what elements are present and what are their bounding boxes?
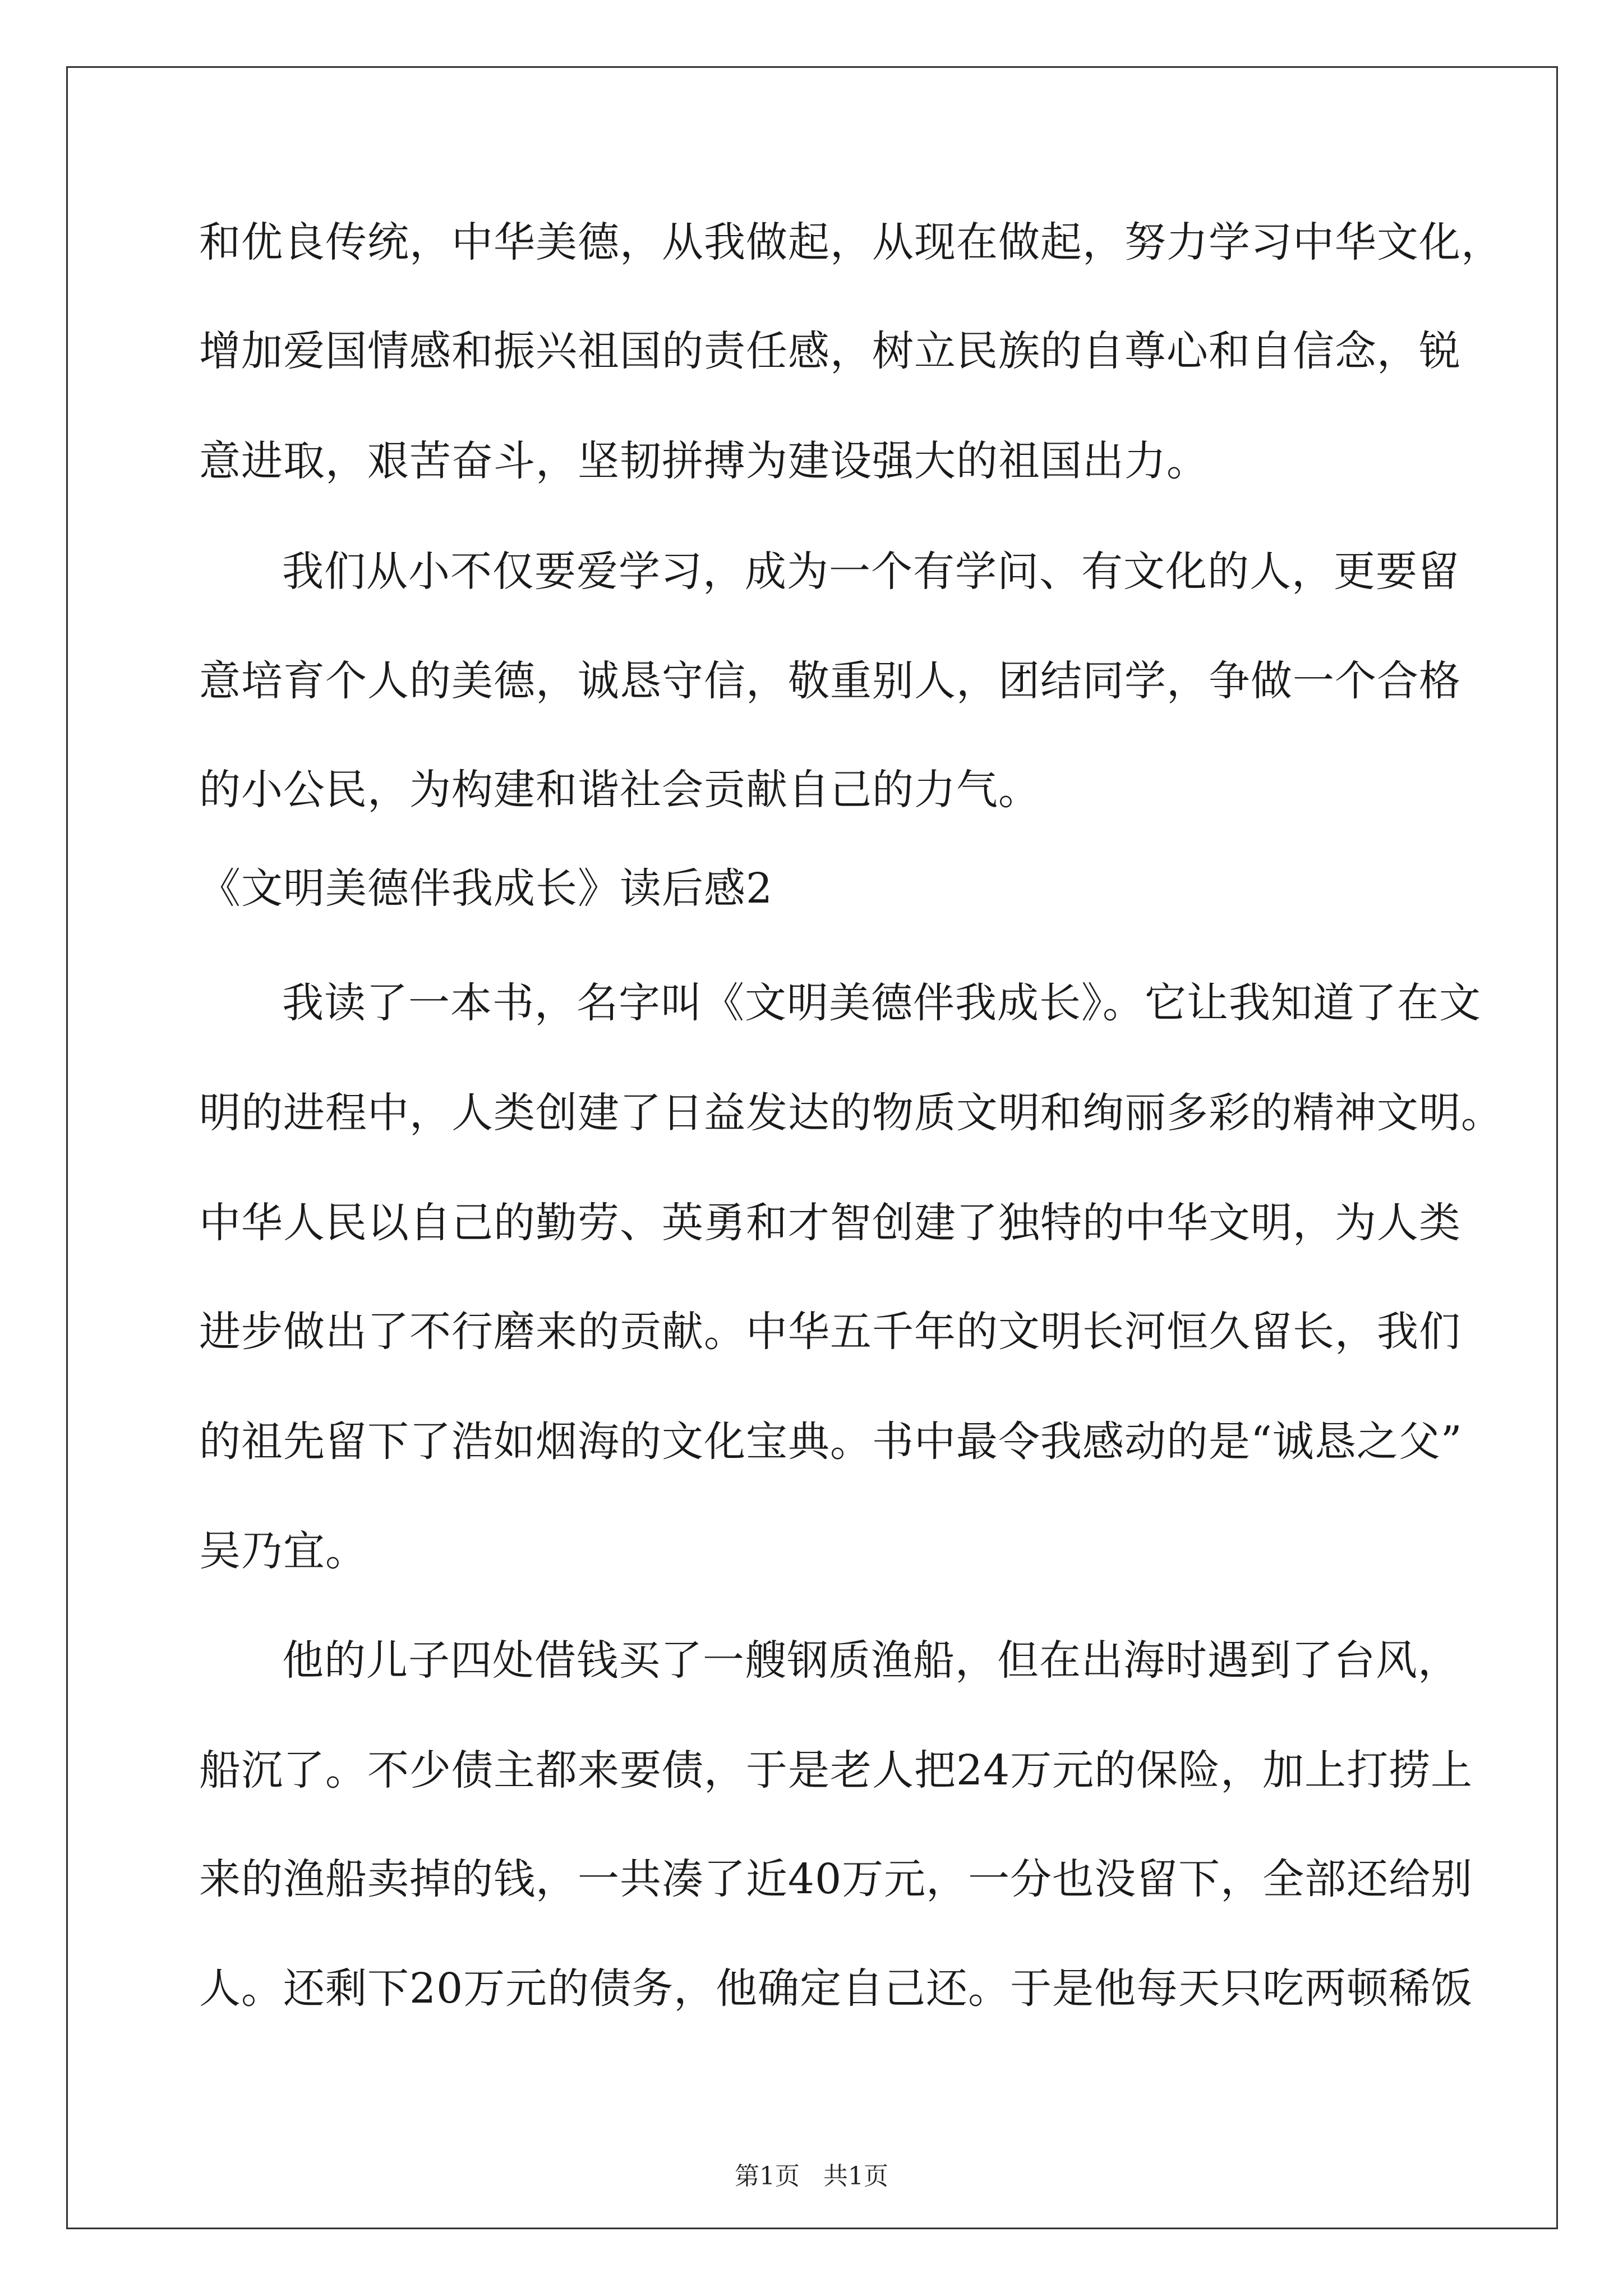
paragraph-4-line-2: 船沉了。不少债主都来要债，于是老人把24万元的保险，加上打捞上	[199, 1746, 1473, 1795]
paragraph-1-line-1: 和优良传统，中华美德，从我做起，从现在做起，努力学习中华文化，	[199, 218, 1503, 266]
page-number-total: 共1页	[823, 2162, 888, 2191]
paragraph-3-line-2: 明的进程中，人类创建了日益发达的物质文明和绚丽多彩的精神文明。	[199, 1089, 1503, 1137]
paragraph-2-line-1: 我们从小不仅要爱学习，成为一个有学问、有文化的人，更要留	[282, 547, 1460, 596]
paragraph-3-line-5: 的祖先留下了浩如烟海的文化宝典。书中最令我感动的是“诚恳之父”	[199, 1418, 1463, 1466]
section-heading: 《文明美德伴我成长》读后感2	[199, 864, 773, 913]
paragraph-4-line-3: 来的渔船卖掉的钱，一共凑了近40万元，一分也没留下，全部还给别	[199, 1855, 1473, 1903]
paragraph-3-line-6: 吴乃宜。	[199, 1527, 367, 1575]
paragraph-3-line-4: 进步做出了不行磨来的贡献。中华五千年的文明长河恒久留长，我们	[199, 1308, 1461, 1356]
paragraph-2-line-3: 的小公民，为构建和谐社会贡献自己的力气。	[199, 766, 1040, 814]
page-number-current: 第1页	[735, 2162, 800, 2191]
paragraph-1-line-3: 意进取，艰苦奋斗，坚韧拼搏为建设强大的祖国出力。	[199, 437, 1209, 485]
page-footer	[0, 2160, 1623, 2193]
paragraph-1-line-2: 增加爱国情感和振兴祖国的责任感，树立民族的自尊心和自信念，锐	[199, 327, 1461, 375]
paragraph-3-line-1: 我读了一本书，名字叫《文明美德伴我成长》。它让我知道了在文	[282, 979, 1481, 1027]
paragraph-4-line-4: 人。还剩下20万元的债务，他确定自己还。于是他每天只吃两顿稀饭	[199, 1964, 1473, 2013]
paragraph-3-line-3: 中华人民以自己的勤劳、英勇和才智创建了独特的中华文明，为人类	[199, 1199, 1461, 1247]
paragraph-2-line-2: 意培育个人的美德，诚恳守信，敬重别人，团结同学，争做一个合格	[199, 657, 1461, 705]
paragraph-4-line-1: 他的儿子四处借钱买了一艘钢质渔船，但在出海时遇到了台风，	[282, 1636, 1460, 1685]
